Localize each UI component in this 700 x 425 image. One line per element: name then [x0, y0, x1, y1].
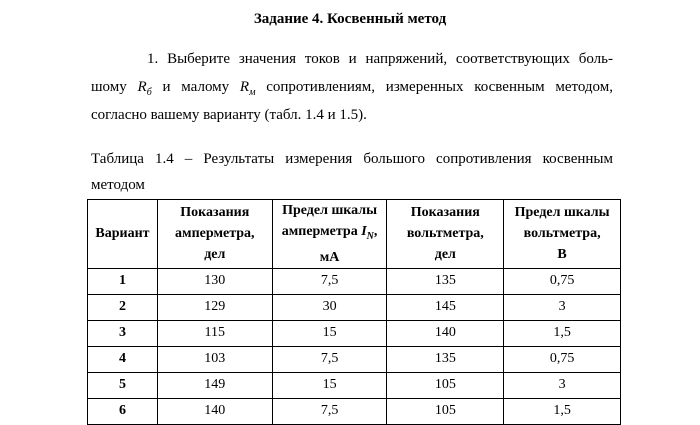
table-cell: 3: [504, 294, 621, 320]
table-cell: 7,5: [272, 346, 387, 372]
table-cell: 7,5: [272, 398, 387, 424]
table-cell: 30: [272, 294, 387, 320]
table-cell: 105: [387, 398, 504, 424]
column-header: Вариант: [88, 200, 158, 269]
table-cell: 15: [272, 320, 387, 346]
column-header: Показания вольтметра, дел: [387, 200, 504, 269]
variant-cell: 4: [88, 346, 158, 372]
table-caption-line-2: методом: [91, 177, 145, 193]
column-header: Предел шкалы вольтметра, В: [504, 200, 621, 269]
paragraph-line-3: согласно вашему варианту (табл. 1.4 и 1.5).: [91, 107, 367, 123]
table-cell: 140: [387, 320, 504, 346]
variant-cell: 1: [88, 268, 158, 294]
table-cell: 145: [387, 294, 504, 320]
table-row: [88, 320, 621, 346]
paragraph-line-2: шому $R_б$ и малому $R_м$ сопротивлениям, измеренных косвенным методом,: [91, 79, 613, 98]
table-header-row: [88, 200, 621, 269]
variant-cell: 3: [88, 320, 158, 346]
table-cell: 15: [272, 372, 387, 398]
column-header: Показания амперметра, дел: [157, 200, 272, 269]
table-cell: 135: [387, 346, 504, 372]
variant-cell: 5: [88, 372, 158, 398]
results-table: [87, 199, 621, 425]
table-cell: 1,5: [504, 398, 621, 424]
table-cell: 140: [157, 398, 272, 424]
table-body: [88, 268, 621, 424]
variant-cell: 2: [88, 294, 158, 320]
table-cell: 130: [157, 268, 272, 294]
table-cell: 1,5: [504, 320, 621, 346]
table-cell: 3: [504, 372, 621, 398]
table-cell: 115: [157, 320, 272, 346]
table-cell: 103: [157, 346, 272, 372]
table-cell: 105: [387, 372, 504, 398]
table-cell: 149: [157, 372, 272, 398]
variant-cell: 6: [88, 398, 158, 424]
table-cell: 7,5: [272, 268, 387, 294]
table-row: [88, 372, 621, 398]
table-row: [88, 346, 621, 372]
table-row: [88, 398, 621, 424]
table-cell: 0,75: [504, 346, 621, 372]
table-cell: 129: [157, 294, 272, 320]
column-header: Предел шкалы амперметра $I_N$, мА: [272, 200, 387, 269]
table-caption-line-1: Таблица 1.4 – Результаты измерения большого сопротивления косвенным: [91, 151, 613, 167]
table-cell: 135: [387, 268, 504, 294]
table-row: [88, 268, 621, 294]
table-row: [88, 294, 621, 320]
paragraph-line-1: 1. Выберите значения токов и напряжений, соответствующих боль-: [147, 51, 613, 67]
table-cell: 0,75: [504, 268, 621, 294]
document-heading: Задание 4. Косвенный метод: [253, 11, 447, 27]
